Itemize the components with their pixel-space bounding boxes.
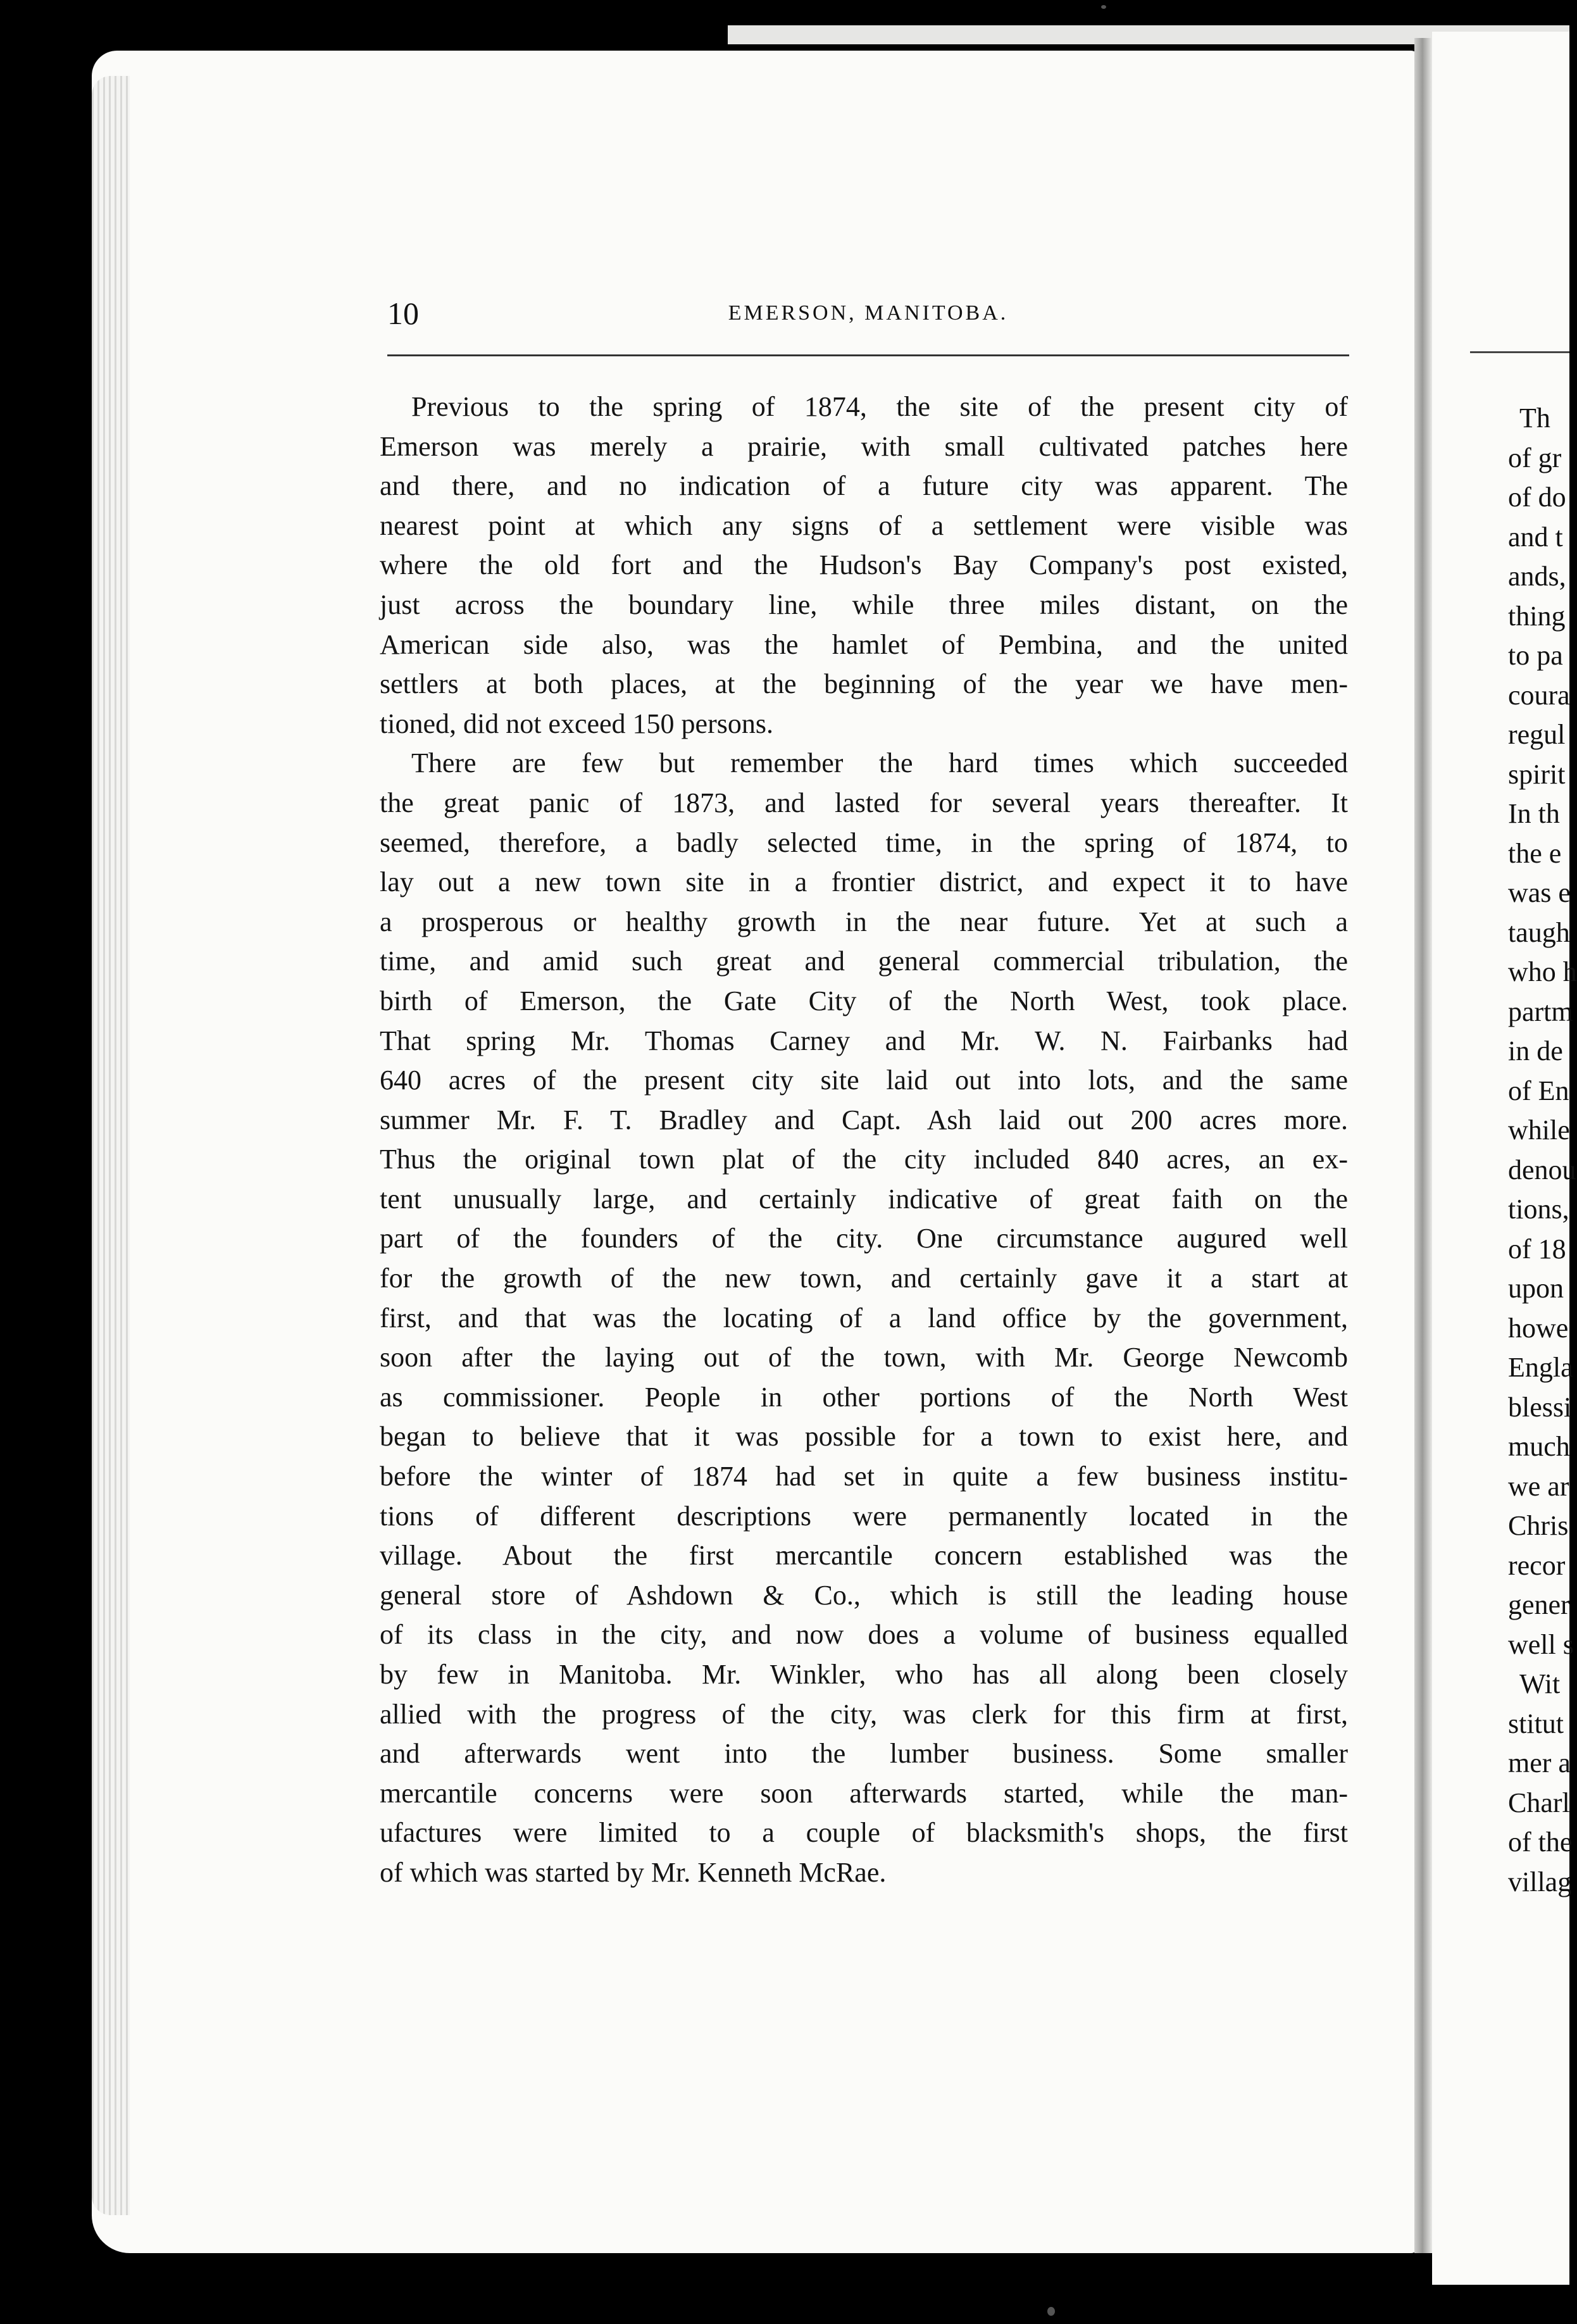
facing-line-fragment: taugh <box>1508 916 1570 948</box>
facing-line-fragment: to pa <box>1508 640 1563 671</box>
text-line: just across the boundary line, while three miles distant, on the <box>380 589 1348 620</box>
facing-line-fragment: stitut <box>1508 1708 1564 1739</box>
text-line: nearest point at which any signs of a settlement were visible was <box>380 509 1348 541</box>
text-line: and there, and no indication of a future city was apparent. The <box>380 470 1348 502</box>
text-line: tioned, did not exceed 150 persons. <box>380 708 773 739</box>
facing-line-fragment: of do <box>1508 482 1566 513</box>
header-rule <box>387 354 1349 356</box>
text-line: mercantile concerns were soon afterwards started, while the man- <box>380 1777 1348 1809</box>
facing-line-fragment: spirit <box>1508 758 1566 790</box>
facing-line-fragment: In th <box>1508 798 1560 829</box>
text-line: part of the founders of the city. One circumstance augured well <box>380 1223 1348 1254</box>
page-header <box>387 295 1349 333</box>
facing-line-fragment: and t <box>1508 521 1563 553</box>
text-line: before the winter of 1874 had set in quite a few business institu- <box>380 1461 1348 1492</box>
facing-line-fragment: of En <box>1508 1075 1569 1106</box>
facing-page <box>1432 32 1577 2285</box>
facing-line-fragment: Chris <box>1508 1510 1569 1541</box>
text-line: the great panic of 1873, and lasted for several years thereafter. It <box>380 787 1348 818</box>
text-line: lay out a new town site in a frontier district, and expect it to have <box>380 866 1348 898</box>
facing-line-fragment: recor <box>1508 1549 1566 1581</box>
facing-line-fragment: was e <box>1508 877 1571 908</box>
facing-line-fragment: well s <box>1508 1628 1574 1660</box>
facing-line-fragment: villag <box>1508 1866 1572 1897</box>
facing-line-fragment: tions, <box>1508 1194 1569 1225</box>
text-line: birth of Emerson, the Gate City of the North West, took place. <box>380 985 1348 1016</box>
facing-text <box>1508 399 1577 1902</box>
text-line: soon after the laying out of the town, with Mr. George Newcomb <box>380 1342 1348 1373</box>
facing-line-fragment: of gr <box>1508 442 1562 473</box>
facing-line-fragment: thing <box>1508 600 1566 632</box>
text-line: American side also, was the hamlet of Pembina, and the united <box>380 628 1348 660</box>
facing-line-fragment: blessi <box>1508 1391 1572 1423</box>
facing-line-fragment: mer a <box>1508 1747 1571 1778</box>
text-line: a prosperous or healthy growth in the near future. Yet at such a <box>380 906 1348 937</box>
facing-line-fragment: of 18 <box>1508 1233 1566 1265</box>
facing-line-fragment: partm <box>1508 996 1573 1027</box>
text-line: and afterwards went into the lumber business. Some smaller <box>380 1738 1348 1770</box>
facing-line-fragment: in de <box>1508 1035 1563 1066</box>
facing-line-fragment: denou <box>1508 1154 1576 1185</box>
text-line: ufactures were limited to a couple of blacksmith's shops, the first <box>380 1817 1348 1849</box>
text-line: tions of different descriptions were permanently located in the <box>380 1500 1348 1532</box>
facing-line-fragment: regul <box>1508 719 1566 750</box>
facing-line-fragment: howe <box>1508 1312 1569 1344</box>
text-line: as commissioner. People in other portions of the North West <box>380 1381 1348 1413</box>
page-number: 10 <box>387 296 419 331</box>
text-line: first, and that was the locating of a land office by the government, <box>380 1302 1348 1334</box>
facing-line-fragment: ands, <box>1508 561 1566 592</box>
text-line: of its class in the city, and now does a volume of business equalled <box>380 1619 1348 1651</box>
facing-line-fragment: coura <box>1508 679 1570 711</box>
text-line: by few in Manitoba. Mr. Winkler, who has all along been closely <box>380 1659 1348 1690</box>
book-gutter <box>1414 38 1432 2253</box>
text-line: where the old fort and the Hudson's Bay Company's post existed, <box>380 549 1348 581</box>
facing-line-fragment: gener <box>1508 1589 1570 1620</box>
facing-line-fragment: while <box>1508 1115 1570 1146</box>
text-line: That spring Mr. Thomas Carney and Mr. W. N. Fairbanks had <box>380 1025 1348 1056</box>
scan-speck <box>1101 5 1106 9</box>
facing-line-fragment: Th <box>1519 403 1550 434</box>
facing-line-fragment: Wit <box>1519 1668 1561 1699</box>
text-line: general store of Ashdown & Co., which is still the leading house <box>380 1579 1348 1611</box>
body-text <box>380 387 1348 1893</box>
facing-line-fragment: Engla <box>1508 1352 1573 1383</box>
facing-line-fragment: we ar <box>1508 1470 1569 1502</box>
text-line: summer Mr. F. T. Bradley and Capt. Ash laid out 200 acres more. <box>380 1104 1348 1135</box>
text-line: There are few but remember the hard times which succeeded <box>411 747 1348 779</box>
facing-line-fragment: of the <box>1508 1827 1573 1858</box>
text-line: tent unusually large, and certainly indicative of great faith on the <box>380 1183 1348 1215</box>
facing-line-fragment: who h <box>1508 956 1577 987</box>
facing-line-fragment: upon <box>1508 1273 1564 1304</box>
text-line: Emerson was merely a prairie, with small cultivated patches here <box>380 430 1348 462</box>
text-line: Thus the original town plat of the city included 840 acres, an ex- <box>380 1144 1348 1175</box>
text-line: village. About the first mercantile concern established was the <box>380 1540 1348 1571</box>
text-line: settlers at both places, at the beginning of the year we have men- <box>380 668 1348 700</box>
page-edge <box>92 76 130 2215</box>
text-line: allied with the progress of the city, was clerk for this firm at first, <box>380 1698 1348 1730</box>
running-title: EMERSON, MANITOBA. <box>728 301 1009 325</box>
facing-line-fragment: much <box>1508 1431 1570 1462</box>
facing-line-fragment: the e <box>1508 837 1562 869</box>
facing-line-fragment: Charl <box>1508 1787 1570 1818</box>
text-line: time, and amid such great and general commercial tribulation, the <box>380 946 1348 977</box>
text-line: seemed, therefore, a badly selected time, in the spring of 1874, to <box>380 827 1348 858</box>
text-line: of which was started by Mr. Kenneth McRae. <box>380 1856 887 1888</box>
text-line: for the growth of the new town, and certainly gave it a start at <box>380 1263 1348 1294</box>
facing-header-rule <box>1470 351 1569 353</box>
text-line: began to believe that it was possible for a town to exist here, and <box>380 1421 1348 1452</box>
text-line: Previous to the spring of 1874, the site of the present city of <box>411 391 1348 422</box>
text-line: 640 acres of the present city site laid out into lots, and the same <box>380 1065 1348 1096</box>
scan-speck <box>1047 2307 1055 2316</box>
